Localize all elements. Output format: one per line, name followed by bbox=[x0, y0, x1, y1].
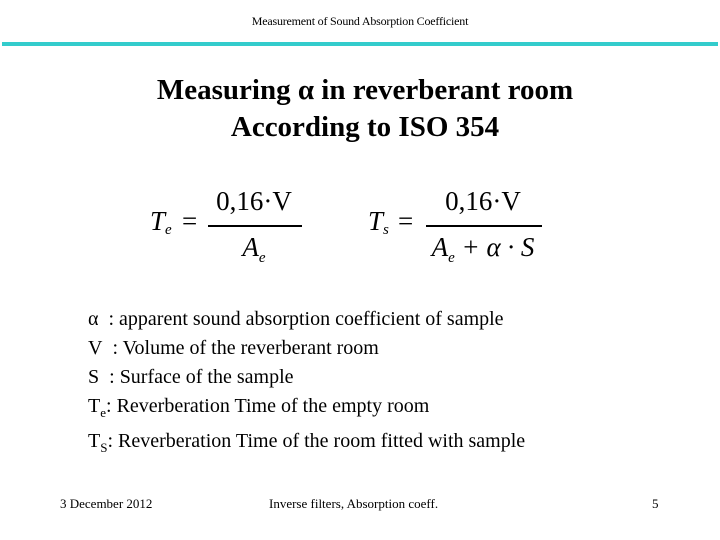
slide-title-line-2: According to ISO 354 bbox=[230, 111, 500, 143]
definition-alpha: α : apparent sound absorption coefficient of sample bbox=[88, 308, 504, 330]
footer-center: Inverse filters, Absorption coeff. bbox=[269, 496, 439, 511]
formula-te-denominator: $A_e$ bbox=[242, 232, 266, 266]
footer-date: 3 December 2012 bbox=[60, 496, 153, 511]
formula-ts-numerator: 0,16·V bbox=[445, 186, 521, 216]
header-title: Measurement of Sound Absorption Coefficient bbox=[251, 14, 469, 28]
formula-te-numerator: 0,16·V bbox=[216, 186, 292, 216]
slide-title bbox=[0, 72, 720, 146]
formula-te bbox=[150, 186, 320, 276]
formula-ts-denominator: $A_e + \alpha \cdot S$ bbox=[431, 232, 535, 266]
definition-ts: $T_S$: Reverberation Time of the room fitted with sample bbox=[88, 430, 526, 455]
formula-te-lhs: $T_e$ bbox=[150, 206, 172, 238]
formula-ts bbox=[368, 186, 558, 276]
formula-te-fraction-bar bbox=[208, 225, 302, 227]
definitions-list bbox=[88, 305, 525, 462]
header-rule bbox=[2, 42, 718, 46]
formula-ts-equals: = bbox=[398, 206, 414, 236]
definition-volume: V : Volume of the reverberant room bbox=[88, 337, 379, 359]
formula-ts-fraction-bar bbox=[426, 225, 542, 227]
formula-ts-lhs: $T_s$ bbox=[368, 206, 389, 238]
definition-te: $T_e$: Reverberation Time of the empty room bbox=[88, 395, 430, 420]
slide-title-line-1: Measuring α in reverberant room bbox=[156, 74, 574, 106]
definition-surface: S : Surface of the sample bbox=[88, 366, 294, 388]
footer-page-number: 5 bbox=[652, 496, 659, 511]
formula-te-equals: = bbox=[182, 206, 198, 236]
